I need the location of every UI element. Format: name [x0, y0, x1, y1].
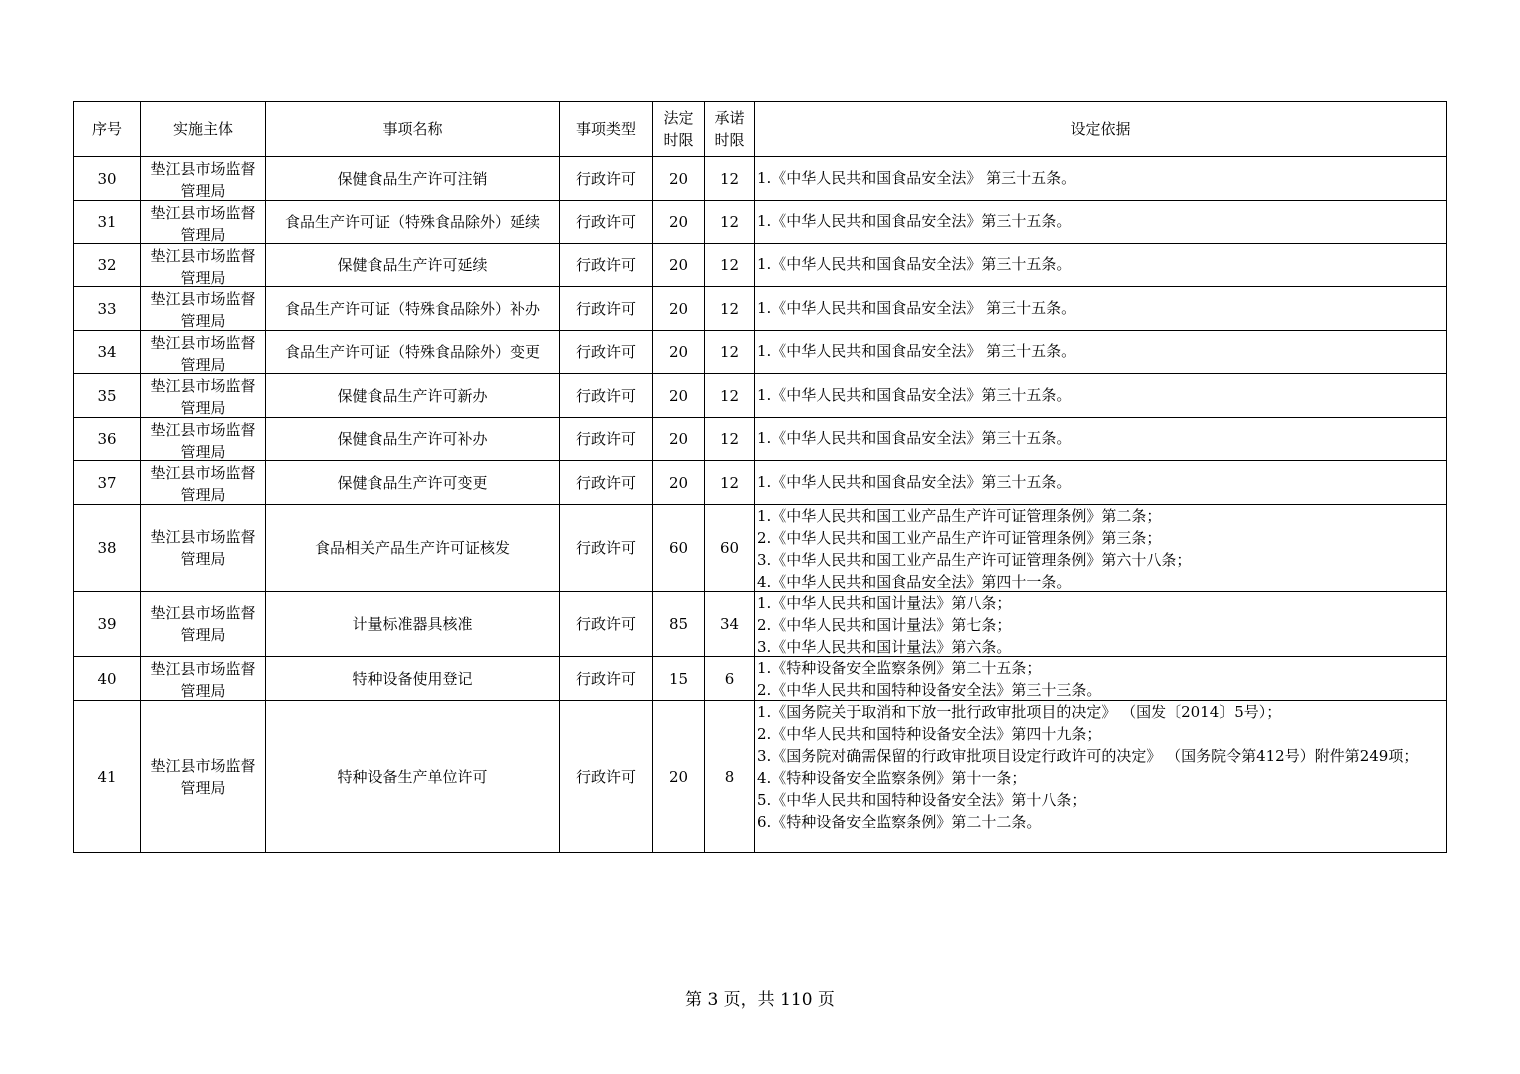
table-row [74, 157, 1447, 201]
cell-seq-text: 31 [97, 213, 117, 231]
table-row [74, 461, 1447, 505]
cell-promise-limit-text: 60 [719, 539, 740, 557]
cell-promise-limit-text: 12 [719, 386, 740, 405]
cell-body [141, 701, 266, 853]
cell-basis [755, 505, 1447, 592]
cell-seq [74, 201, 141, 244]
cell-legal-limit [653, 418, 705, 461]
basis-line: 1.《中华人民共和国食品安全法》第三十五条。 [757, 386, 1072, 404]
cell-body [141, 201, 266, 244]
cell-seq [74, 331, 141, 374]
cell-body-text: 垫江县市场监督管理局 [150, 604, 256, 644]
cell-body-text: 垫江县市场监督管理局 [150, 756, 256, 797]
cell-promise-limit [705, 461, 755, 505]
basis-line: 1.《中华人民共和国食品安全法》第三十五条。 [757, 429, 1072, 447]
header-item: 事项名称 [266, 102, 560, 157]
licensing-items-table [73, 101, 1447, 853]
cell-body [141, 244, 266, 287]
table-row [74, 244, 1447, 287]
cell-type [560, 657, 653, 701]
cell-legal-limit [653, 374, 705, 418]
table-row [74, 287, 1447, 331]
cell-body-text: 垫江县市场监督管理局 [150, 659, 256, 700]
basis-line: 1.《中华人民共和国食品安全法》 第三十五条。 [757, 299, 1077, 317]
basis-line: 3.《中华人民共和国计量法》第六条。 [757, 638, 1012, 655]
cell-seq [74, 505, 141, 592]
cell-item [266, 701, 560, 853]
basis-line: 2.《中华人民共和国特种设备安全法》第三十三条。 [757, 681, 1102, 699]
cell-type [560, 244, 653, 287]
cell-legal-limit-text: 20 [668, 767, 689, 786]
cell-legal-limit-text: 20 [668, 386, 689, 405]
cell-legal-limit [653, 657, 705, 701]
cell-item-text: 食品生产许可证（特殊食品除外）变更 [284, 343, 540, 361]
cell-basis [755, 657, 1447, 701]
cell-item [266, 331, 560, 374]
cell-type-text: 行政许可 [575, 669, 636, 688]
cell-body [141, 287, 266, 331]
cell-legal-limit-text: 20 [668, 430, 689, 448]
cell-body [141, 505, 266, 592]
cell-legal-limit [653, 461, 705, 505]
header-promise-limit [705, 102, 755, 157]
cell-item-text: 保健食品生产许可延续 [337, 256, 488, 274]
cell-legal-limit-text: 20 [668, 343, 689, 361]
cell-seq-text: 37 [97, 473, 117, 492]
table-row [74, 331, 1447, 374]
cell-type-text: 行政许可 [575, 473, 636, 492]
cell-promise-limit [705, 287, 755, 331]
cell-seq-text: 38 [97, 539, 117, 557]
cell-item-text: 计量标准器具核准 [352, 615, 473, 633]
cell-basis [755, 701, 1447, 853]
cell-item [266, 287, 560, 331]
cell-legal-limit-text: 15 [668, 669, 689, 688]
cell-body-text: 垫江县市场监督管理局 [150, 528, 256, 568]
cell-type [560, 505, 653, 592]
cell-body [141, 418, 266, 461]
cell-legal-limit-text: 60 [668, 539, 689, 557]
cell-promise-limit [705, 592, 755, 657]
table-row [74, 592, 1447, 657]
header-promise-limit-label: 承诺时限 [714, 109, 745, 149]
cell-body-text: 垫江县市场监督管理局 [150, 289, 256, 330]
cell-promise-limit [705, 157, 755, 201]
cell-legal-limit [653, 505, 705, 592]
basis-line: 2.《中华人民共和国工业产品生产许可证管理条例》第三条； [757, 529, 1162, 547]
table-row [74, 374, 1447, 418]
basis-line: 1.《中华人民共和国食品安全法》第三十五条。 [757, 255, 1072, 273]
cell-body [141, 331, 266, 374]
cell-basis [755, 201, 1447, 244]
cell-type [560, 592, 653, 657]
cell-promise-limit-text: 6 [724, 669, 735, 688]
cell-seq-text: 36 [97, 430, 117, 448]
cell-item-text: 食品生产许可证（特殊食品除外）补办 [284, 299, 540, 318]
basis-line: 1.《特种设备安全监察条例》第二十五条； [757, 659, 1042, 677]
header-row [74, 102, 1447, 157]
cell-type [560, 287, 653, 331]
table-row [74, 418, 1447, 461]
cell-type-text: 行政许可 [575, 343, 636, 361]
cell-promise-limit-text: 12 [719, 473, 740, 492]
basis-line: 6.《特种设备安全监察条例》第二十二条。 [757, 813, 1042, 831]
cell-item [266, 157, 560, 201]
cell-seq-text: 32 [97, 256, 117, 274]
cell-item [266, 592, 560, 657]
page-footer [0, 985, 1520, 1010]
cell-promise-limit-text: 12 [719, 256, 740, 274]
basis-line: 2.《中华人民共和国计量法》第七条； [757, 616, 1012, 634]
cell-type [560, 157, 653, 201]
cell-promise-limit-text: 12 [719, 430, 740, 448]
header-legal-limit [653, 102, 705, 157]
cell-type [560, 201, 653, 244]
basis-line: 2.《中华人民共和国特种设备安全法》第四十九条； [757, 725, 1102, 743]
basis-line: 3.《中华人民共和国工业产品生产许可证管理条例》第六十八条； [757, 551, 1192, 569]
cell-promise-limit [705, 701, 755, 853]
cell-seq-text: 34 [97, 343, 117, 361]
cell-body [141, 157, 266, 201]
basis-line: 1.《国务院关于取消和下放一批行政审批项目的决定》 （国发〔2014〕5号）； [757, 703, 1282, 721]
header-basis: 设定依据 [755, 102, 1447, 157]
cell-item-text: 特种设备生产单位许可 [337, 767, 488, 786]
cell-type-text: 行政许可 [575, 430, 636, 448]
header-legal-limit-label: 法定时限 [663, 109, 694, 149]
cell-type [560, 331, 653, 374]
basis-line: 1.《中华人民共和国食品安全法》第三十五条。 [757, 473, 1072, 491]
cell-body-text: 垫江县市场监督管理局 [150, 376, 256, 417]
cell-seq [74, 157, 141, 201]
cell-type [560, 701, 653, 853]
table-row [74, 701, 1447, 853]
table-row [74, 201, 1447, 244]
cell-seq-text: 33 [97, 299, 117, 318]
cell-item-text: 保健食品生产许可变更 [337, 473, 488, 492]
basis-line: 1.《中华人民共和国食品安全法》 第三十五条。 [757, 342, 1077, 360]
cell-legal-limit [653, 701, 705, 853]
cell-type-text: 行政许可 [575, 256, 636, 274]
cell-type-text: 行政许可 [575, 299, 636, 318]
basis-line: 5.《中华人民共和国特种设备安全法》第十八条； [757, 791, 1087, 809]
cell-item-text: 保健食品生产许可补办 [337, 430, 488, 448]
cell-basis [755, 461, 1447, 505]
cell-type-text: 行政许可 [575, 615, 636, 633]
cell-promise-limit-text: 8 [724, 767, 735, 786]
cell-type [560, 461, 653, 505]
cell-legal-limit-text: 20 [668, 169, 689, 188]
cell-item [266, 657, 560, 701]
cell-type-text: 行政许可 [575, 386, 636, 405]
cell-seq [74, 418, 141, 461]
cell-legal-limit-text: 20 [668, 299, 689, 318]
basis-line: 1.《中华人民共和国食品安全法》第三十五条。 [757, 212, 1072, 230]
cell-seq [74, 657, 141, 701]
page-number-label: 第 3 页，共 110 页 [685, 990, 835, 1010]
cell-body-text: 垫江县市场监督管理局 [150, 333, 256, 373]
cell-type-text: 行政许可 [575, 213, 636, 231]
cell-seq-text: 40 [97, 669, 117, 688]
basis-line: 3.《国务院对确需保留的行政审批项目设定行政许可的决定》 （国务院令第412号）附件第249项； [757, 747, 1419, 765]
cell-body [141, 461, 266, 505]
cell-type-text: 行政许可 [575, 169, 636, 188]
cell-basis [755, 331, 1447, 374]
cell-basis [755, 374, 1447, 418]
cell-seq-text: 41 [97, 767, 117, 786]
cell-seq [74, 461, 141, 505]
cell-legal-limit [653, 201, 705, 244]
cell-promise-limit-text: 34 [719, 615, 740, 633]
cell-legal-limit-text: 20 [668, 256, 689, 274]
header-type: 事项类型 [560, 102, 653, 157]
cell-item [266, 201, 560, 244]
cell-legal-limit-text: 85 [668, 615, 689, 633]
cell-body [141, 374, 266, 418]
cell-seq [74, 287, 141, 331]
cell-type-text: 行政许可 [575, 539, 636, 557]
header-seq: 序号 [74, 102, 141, 157]
cell-seq [74, 592, 141, 657]
cell-basis [755, 418, 1447, 461]
cell-legal-limit [653, 331, 705, 374]
cell-body [141, 592, 266, 657]
cell-promise-limit [705, 201, 755, 244]
cell-basis [755, 287, 1447, 331]
cell-legal-limit [653, 244, 705, 287]
cell-item [266, 461, 560, 505]
cell-basis [755, 244, 1447, 287]
cell-legal-limit [653, 157, 705, 201]
cell-promise-limit-text: 12 [719, 299, 740, 318]
cell-promise-limit [705, 244, 755, 287]
cell-item [266, 505, 560, 592]
cell-seq-text: 39 [97, 615, 117, 633]
cell-body-text: 垫江县市场监督管理局 [150, 203, 256, 243]
cell-promise-limit-text: 12 [719, 169, 740, 188]
cell-item-text: 保健食品生产许可新办 [337, 386, 488, 405]
cell-item-text: 食品相关产品生产许可证核发 [314, 539, 510, 557]
cell-body-text: 垫江县市场监督管理局 [150, 420, 256, 460]
cell-promise-limit [705, 505, 755, 592]
table-row [74, 657, 1447, 701]
cell-item [266, 374, 560, 418]
table-row [74, 505, 1447, 592]
cell-item-text: 保健食品生产许可注销 [337, 169, 488, 188]
cell-body-text: 垫江县市场监督管理局 [150, 463, 256, 504]
cell-promise-limit [705, 331, 755, 374]
cell-seq [74, 374, 141, 418]
cell-type [560, 418, 653, 461]
basis-line: 1.《中华人民共和国计量法》第八条； [757, 594, 1012, 612]
cell-seq-text: 35 [97, 386, 117, 405]
cell-type-text: 行政许可 [575, 767, 636, 786]
cell-item [266, 418, 560, 461]
cell-item-text: 食品生产许可证（特殊食品除外）延续 [284, 213, 540, 231]
basis-line: 1.《中华人民共和国工业产品生产许可证管理条例》第二条； [757, 507, 1162, 525]
cell-item [266, 244, 560, 287]
cell-legal-limit [653, 287, 705, 331]
basis-line: 1.《中华人民共和国食品安全法》 第三十五条。 [757, 169, 1077, 187]
cell-body-text: 垫江县市场监督管理局 [150, 159, 256, 200]
cell-legal-limit-text: 20 [668, 213, 689, 231]
basis-line: 4.《中华人民共和国食品安全法》第四十一条。 [757, 573, 1072, 590]
cell-basis [755, 592, 1447, 657]
cell-promise-limit-text: 12 [719, 343, 740, 361]
cell-seq-text: 30 [97, 169, 117, 188]
cell-promise-limit [705, 374, 755, 418]
cell-basis [755, 157, 1447, 201]
cell-body-text: 垫江县市场监督管理局 [150, 246, 256, 286]
cell-seq [74, 244, 141, 287]
cell-promise-limit-text: 12 [719, 213, 740, 231]
cell-promise-limit [705, 418, 755, 461]
cell-type [560, 374, 653, 418]
cell-promise-limit [705, 657, 755, 701]
cell-item-text: 特种设备使用登记 [352, 669, 473, 688]
cell-seq [74, 701, 141, 853]
basis-line: 4.《特种设备安全监察条例》第十一条； [757, 769, 1027, 787]
cell-body [141, 657, 266, 701]
cell-legal-limit [653, 592, 705, 657]
cell-legal-limit-text: 20 [668, 473, 689, 492]
header-body: 实施主体 [141, 102, 266, 157]
